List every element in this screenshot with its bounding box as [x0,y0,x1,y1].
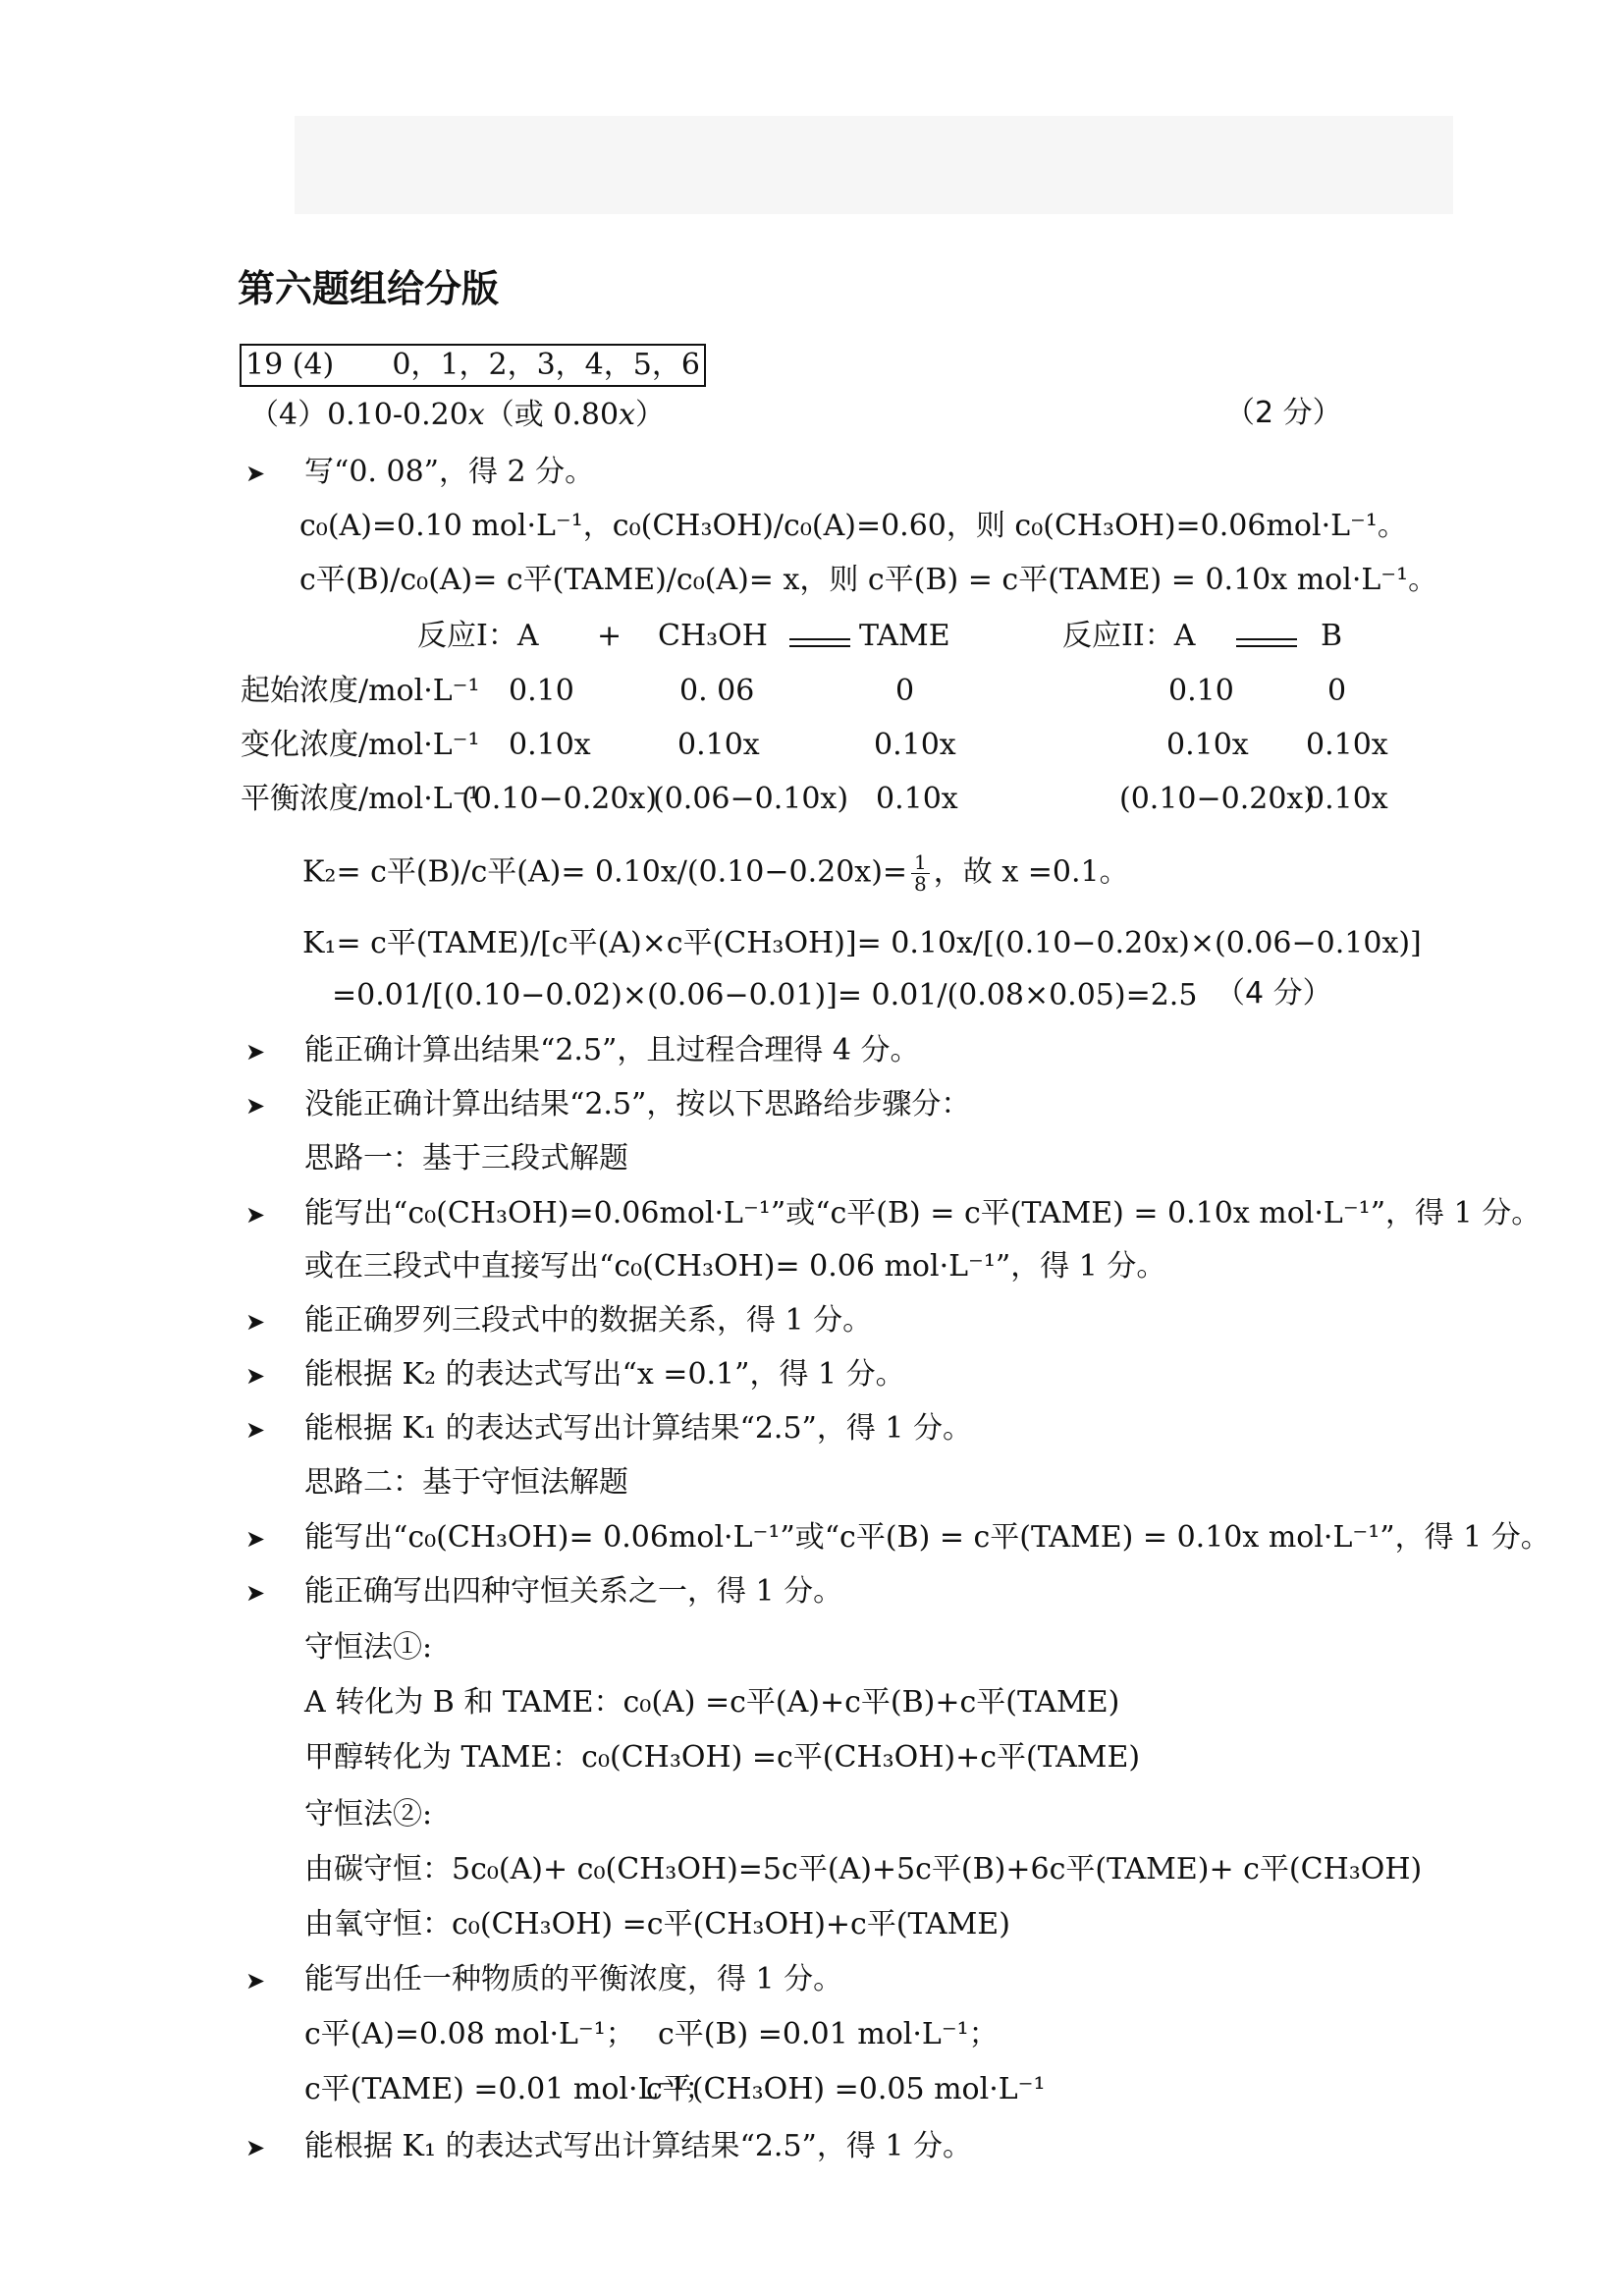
reaction-2-b: B [1321,619,1343,653]
bullet-text: 没能正确计算出结果“2.5”，按以下思路给步骤分： [304,1087,971,1121]
bullet-continuation: 或在三段式中直接写出“c₀(CH₃OH)= 0.06 mol·L⁻¹”，得 1 分。 [304,1249,1166,1284]
table-cell: 0.10x [1166,728,1249,762]
bullet-text: 能正确罗列三段式中的数据关系，得 1 分。 [304,1303,873,1338]
table-row-label: 平衡浓度/mol·L⁻¹ [241,782,480,816]
table-cell: 0.10 [509,674,574,708]
reaction-1-ch3oh: CH₃OH [658,619,768,653]
bullet-item [245,1196,1541,1231]
bullet-item [245,1411,972,1447]
fraction-denominator: 8 [914,872,927,896]
scan-smudge [295,116,1453,214]
score-box [240,344,706,387]
answer-prefix: （4）0.10-0.20 [249,398,468,432]
bullet-text: 能正确计算出结果“2.5”，且过程合理得 4 分。 [304,1033,920,1067]
fraction-numerator: 1 [911,852,930,874]
equilibrium-arrow-icon [785,625,854,660]
conservation-2-b: 由氧守恒：c₀(CH₃OH) =c平(CH₃OH)+c平(TAME) [304,1907,1010,1941]
bullet-item [245,455,594,490]
bullet-text: 能写出“c₀(CH₃OH)= 0.06mol·L⁻¹”或“c平(B) = c平(TAME) = 0.10x mol·L⁻¹”，得 1 分。 [304,1520,1550,1555]
score-box-label: 19 (4) [245,348,335,382]
bullet-item [245,1520,1550,1556]
bullet-item [245,1033,920,1068]
bullet-item [245,1303,872,1339]
conservation-2-a: 由碳守恒：5c₀(A)+ c₀(CH₃OH)=5c平(A)+5c平(B)+6c平(TAME)+ c平(CH₃OH) [304,1852,1423,1886]
calc-line-1: c₀(A)=0.10 mol·L⁻¹，c₀(CH₃OH)/c₀(A)=0.60，则 c₀(CH₃OH)=0.06mol·L⁻¹。 [299,509,1407,543]
idea-1-heading: 思路一：基于三段式解题 [304,1141,628,1175]
conservation-2-title: 守恒法②: [304,1797,433,1831]
idea-2-heading: 思路二：基于守恒法解题 [304,1465,628,1500]
reaction-2-label: 反应II：A [1062,619,1196,653]
table-cell: 0.10 [1168,674,1234,708]
arrow-bullet-icon: ➤ [245,1525,266,1553]
arrow-bullet-icon: ➤ [245,1092,266,1120]
k1-line-2: =0.01/[(0.10−0.02)×(0.06−0.01)]= 0.01/(0.08×0.05)=2.5 [332,978,1198,1012]
table-cell: 0.10x [874,728,956,762]
score-box-values: 0，1，2，3，4，5，6 [392,348,700,382]
k2-lhs: K₂= c平(B)/c平(A)= 0.10x/(0.10−0.20x)= [302,854,908,890]
table-cell: 0 [1327,674,1347,708]
bullet-item [245,2129,972,2164]
reaction-1-tame: TAME [859,619,950,653]
bullet-item [245,1574,842,1610]
table-row-label: 起始浓度/mol·L⁻¹ [241,674,480,708]
arrow-bullet-icon: ➤ [245,1308,266,1336]
answer-close: ） [635,398,666,432]
k2-result: ，故 x =0.1。 [933,854,1129,890]
table-row-label: 变化浓度/mol·L⁻¹ [241,728,480,762]
conservation-1-a: A 转化为 B 和 TAME：c₀(A) =c平(A)+c平(B)+c平(TAME) [304,1685,1120,1720]
k2-formula [302,852,1129,895]
bullet-item [245,1357,905,1393]
reaction-1-label: 反应I：A [417,619,539,653]
equilibrium-conc-ch3oh: c平(CH₃OH) =0.05 mol·L⁻¹ [646,2072,1046,2106]
arrow-bullet-icon: ➤ [245,2134,266,2161]
arrow-bullet-icon: ➤ [245,1201,266,1229]
bullet-text: 写“0. 08”，得 2 分。 [304,455,595,489]
bullet-text: 能根据 K₁ 的表达式写出计算结果“2.5”，得 1 分。 [304,1411,973,1446]
table-cell: 0.10x [677,728,760,762]
conservation-1-title: 守恒法①: [304,1630,433,1665]
table-cell: 0.10x [509,728,591,762]
equilibrium-conc-tame: c平(TAME) =0.01 mol·L⁻¹； [304,2072,715,2106]
table-cell: (0.10−0.20x) [461,782,658,816]
bullet-text: 能写出任一种物质的平衡浓度，得 1 分。 [304,1962,843,1996]
arrow-bullet-icon: ➤ [245,1967,266,1995]
equilibrium-arrow-icon [1232,625,1301,660]
table-cell: 0.10x [876,782,958,816]
k1-line-1: K₁= c平(TAME)/[c平(A)×c平(CH₃OH)]= 0.10x/[(0.10−0.20x)×(0.06−0.10x)] [302,926,1422,960]
page-title: 第六题组给分版 [238,267,500,310]
fraction [911,852,930,895]
table-cell: 0.10x [1306,782,1388,816]
arrow-bullet-icon: ➤ [245,1038,266,1066]
arrow-bullet-icon: ➤ [245,1579,266,1607]
arrow-bullet-icon: ➤ [245,1416,266,1444]
answer-line: （4）0.10-0.20x（或 0.80x） [249,398,666,432]
k1-score: （4 分） [1216,976,1332,1011]
answer-suffix: （或 0.80 [484,398,620,432]
arrow-bullet-icon: ➤ [245,1362,266,1390]
table-cell: (0.10−0.20x) [1119,782,1316,816]
bullet-text: 能根据 K₁ 的表达式写出计算结果“2.5”，得 1 分。 [304,2129,973,2163]
equilibrium-conc-b: c平(B) =0.01 mol·L⁻¹； [658,2017,999,2051]
bullet-text: 能根据 K₂ 的表达式写出“x =0.1”，得 1 分。 [304,1357,905,1392]
answer-score: （2 分） [1225,396,1342,430]
calc-line-2: c平(B)/c₀(A)= c平(TAME)/c₀(A)= x，则 c平(B) = c平(TAME) = 0.10x mol·L⁻¹。 [299,563,1438,597]
bullet-text: 能写出“c₀(CH₃OH)=0.06mol·L⁻¹”或“c平(B) = c平(TAME) = 0.10x mol·L⁻¹”，得 1 分。 [304,1196,1542,1230]
bullet-text: 能正确写出四种守恒关系之一，得 1 分。 [304,1574,843,1609]
bullet-item [245,1962,842,1997]
arrow-bullet-icon: ➤ [245,460,266,487]
table-cell: (0.06−0.10x) [653,782,849,816]
table-cell: 0 [895,674,915,708]
bullet-item [245,1087,970,1122]
equilibrium-conc-a: c平(A)=0.08 mol·L⁻¹； [304,2017,635,2051]
table-cell: 0. 06 [679,674,755,708]
conservation-1-b: 甲醇转化为 TAME：c₀(CH₃OH) =c平(CH₃OH)+c平(TAME) [304,1740,1141,1775]
reaction-1-plus: + [597,619,622,653]
table-cell: 0.10x [1306,728,1388,762]
